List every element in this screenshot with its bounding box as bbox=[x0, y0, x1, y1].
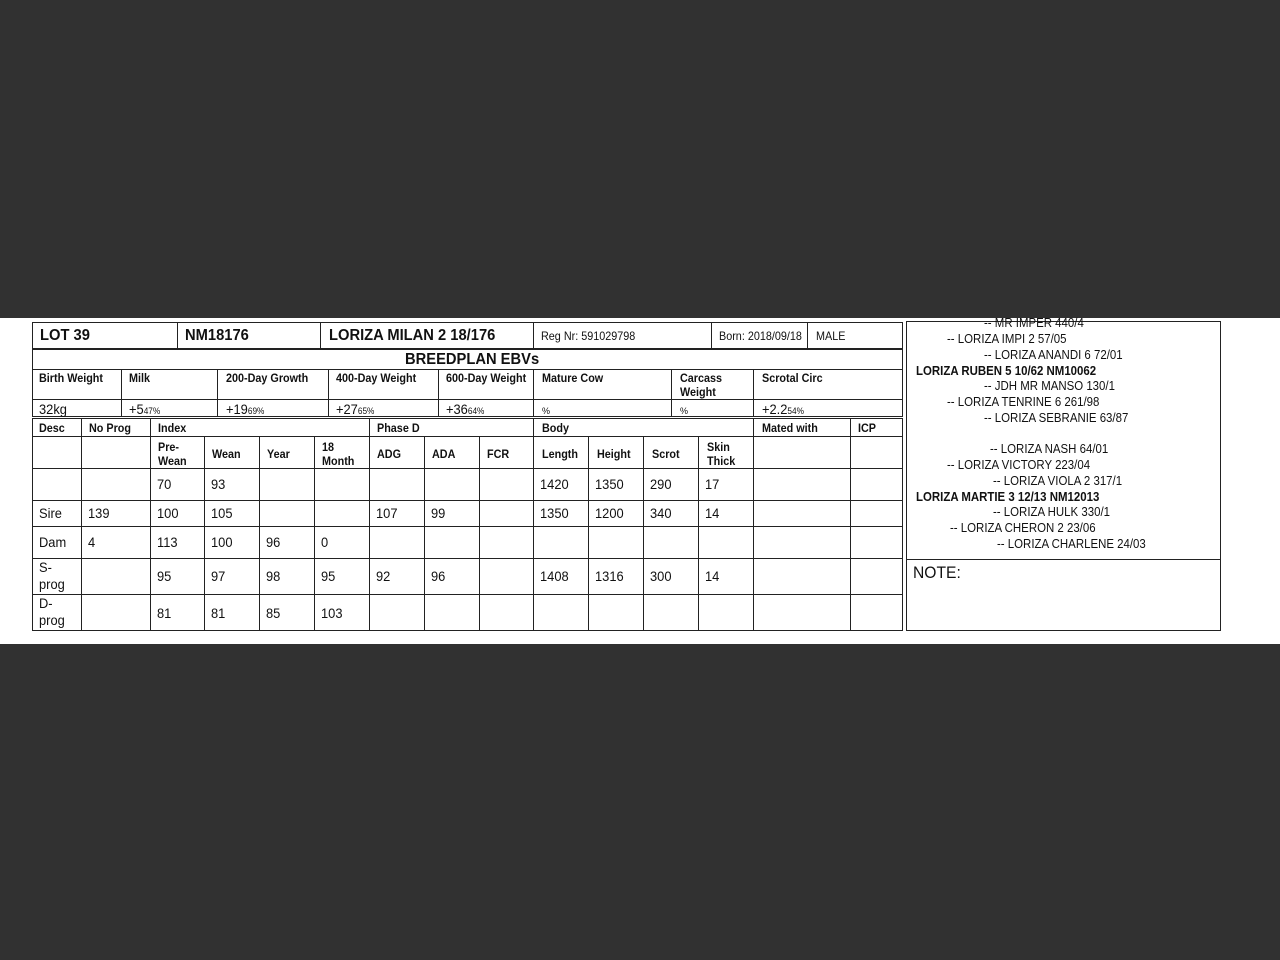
table-cell: 290 bbox=[650, 476, 672, 492]
value-600-day-weight: +3664% bbox=[446, 401, 485, 417]
table-cell: 4 bbox=[88, 534, 96, 550]
label-milk: Milk bbox=[129, 371, 151, 385]
pedigree-ancestor: -- LORIZA VICTORY 223/04 bbox=[947, 457, 1091, 472]
table-cell: 93 bbox=[211, 476, 226, 492]
table-cell: 100 bbox=[211, 534, 233, 550]
table-cell: 96 bbox=[266, 534, 281, 550]
lot-number: LOT 39 bbox=[40, 327, 90, 344]
table-cell: 1350 bbox=[540, 505, 569, 521]
table-cell: 17 bbox=[705, 476, 720, 492]
table-cell: 92 bbox=[376, 568, 391, 584]
col-phase-d: Phase D bbox=[377, 421, 420, 435]
table-cell: 95 bbox=[157, 568, 172, 584]
sub-skin-thick-2: Thick bbox=[707, 454, 736, 468]
col-icp: ICP bbox=[858, 421, 877, 435]
table-cell: 99 bbox=[431, 505, 446, 521]
table-cell: 97 bbox=[211, 568, 226, 584]
value-scrotal-circ: +2.254% bbox=[762, 401, 805, 417]
row-label: D- prog bbox=[39, 595, 65, 628]
pedigree-ancestor: -- LORIZA SEBRANIE 63/87 bbox=[984, 410, 1129, 425]
accuracy-200-day: 69% bbox=[247, 406, 265, 416]
table-cell: 103 bbox=[321, 605, 343, 621]
table-cell: 95 bbox=[321, 568, 336, 584]
table-cell: 340 bbox=[650, 505, 672, 521]
table-cell: 81 bbox=[211, 605, 226, 621]
table-cell: 1200 bbox=[595, 505, 624, 521]
pedigree-dam: LORIZA MARTIE 3 12/13 NM12013 bbox=[916, 489, 1100, 504]
pedigree-ancestor: -- LORIZA IMPI 2 57/05 bbox=[947, 331, 1067, 346]
row-label: Sire bbox=[39, 505, 62, 521]
sub-18-month-1: 18 bbox=[322, 440, 335, 454]
sub-adg: ADG bbox=[377, 447, 402, 461]
pedigree-ancestor: -- LORIZA CHARLENE 24/03 bbox=[997, 536, 1146, 551]
label-600-day-weight: 600-Day Weight bbox=[446, 371, 527, 385]
label-scrotal-circ: Scrotal Circ bbox=[762, 371, 823, 385]
sub-fcr: FCR bbox=[487, 447, 510, 461]
value-milk: +547% bbox=[129, 401, 161, 417]
col-mated-with: Mated with bbox=[762, 421, 818, 435]
pedigree-ancestor: -- LORIZA TENRINE 6 261/98 bbox=[947, 394, 1100, 409]
label-birth-weight: Birth Weight bbox=[39, 371, 103, 385]
pedigree-ancestor: -- LORIZA NASH 64/01 bbox=[990, 441, 1109, 456]
label-400-day-weight: 400-Day Weight bbox=[336, 371, 417, 385]
sub-18-month-2: Month bbox=[322, 454, 355, 468]
sex: MALE bbox=[816, 329, 846, 343]
table-cell: 70 bbox=[157, 476, 172, 492]
pedigree-sire: LORIZA RUBEN 5 10/62 NM10062 bbox=[916, 363, 1097, 378]
sub-skin-thick-1: Skin bbox=[707, 440, 730, 454]
table-cell: 0 bbox=[321, 534, 329, 550]
value-birth-weight: 32kg bbox=[39, 401, 67, 417]
table-cell: 81 bbox=[157, 605, 172, 621]
col-desc: Desc bbox=[39, 421, 65, 435]
table-cell: 105 bbox=[211, 505, 233, 521]
table-cell: 300 bbox=[650, 568, 672, 584]
table-cell: 100 bbox=[157, 505, 179, 521]
accuracy-milk: 47% bbox=[143, 406, 161, 416]
pedigree-ancestor: -- LORIZA ANANDI 6 72/01 bbox=[984, 347, 1123, 362]
pedigree-ancestor: -- LORIZA CHERON 2 23/06 bbox=[950, 520, 1096, 535]
label-carcass-weight-1: Carcass bbox=[680, 371, 723, 385]
sub-length: Length bbox=[542, 447, 578, 461]
animal-id: NM18176 bbox=[185, 327, 249, 344]
lot-card bbox=[0, 315, 1280, 644]
table-cell: 1316 bbox=[595, 568, 624, 584]
sub-height: Height bbox=[597, 447, 631, 461]
pedigree-ancestor: -- MR IMPER 440/4 bbox=[984, 315, 1084, 330]
value-400-day-weight: +2765% bbox=[336, 401, 375, 417]
animal-name: LORIZA MILAN 2 18/176 bbox=[329, 327, 496, 344]
row-label: S- prog bbox=[39, 559, 65, 592]
table-cell: 98 bbox=[266, 568, 281, 584]
table-cell: 107 bbox=[376, 505, 398, 521]
pedigree-ancestor: -- LORIZA HULK 330/1 bbox=[993, 504, 1110, 519]
table-cell: 96 bbox=[431, 568, 446, 584]
sub-ada: ADA bbox=[432, 447, 456, 461]
sub-pre-wean-2: Wean bbox=[158, 454, 187, 468]
accuracy-600-day: 64% bbox=[467, 406, 485, 416]
pedigree-ancestor: -- LORIZA VIOLA 2 317/1 bbox=[993, 473, 1123, 488]
label-carcass-weight-2: Weight bbox=[680, 385, 716, 399]
accuracy-400-day: 65% bbox=[357, 406, 375, 416]
table-cell: 85 bbox=[266, 605, 281, 621]
table-cell: 113 bbox=[157, 534, 178, 550]
table-cell: 1408 bbox=[540, 568, 569, 584]
col-index: Index bbox=[158, 421, 187, 435]
sub-pre-wean-1: Pre- bbox=[158, 440, 180, 454]
value-mature-cow: % bbox=[542, 406, 551, 416]
table-cell: 1350 bbox=[595, 476, 624, 492]
value-carcass-weight: % bbox=[680, 406, 689, 416]
col-no-prog: No Prog bbox=[89, 421, 132, 435]
ebv-title: BREEDPLAN EBVs bbox=[405, 351, 540, 368]
table-cell: 14 bbox=[705, 568, 720, 584]
birth-date: Born: 2018/09/18 bbox=[719, 329, 802, 343]
label-200-day-growth: 200-Day Growth bbox=[226, 371, 309, 385]
accuracy-scrotal: 54% bbox=[787, 406, 805, 416]
col-body: Body bbox=[542, 421, 569, 435]
sub-scrot: Scrot bbox=[652, 447, 680, 461]
table-cell: 14 bbox=[705, 505, 720, 521]
registration-number: Reg Nr: 591029798 bbox=[541, 329, 636, 343]
label-mature-cow: Mature Cow bbox=[542, 371, 604, 385]
pedigree-ancestor: -- JDH MR MANSO 130/1 bbox=[984, 378, 1115, 393]
sub-year: Year bbox=[267, 447, 290, 461]
table-cell: 139 bbox=[88, 505, 110, 521]
value-200-day-growth: +1969% bbox=[226, 401, 265, 417]
row-label: Dam bbox=[39, 534, 67, 550]
sub-wean: Wean bbox=[212, 447, 241, 461]
table-cell: 1420 bbox=[540, 476, 569, 492]
note-label: NOTE: bbox=[913, 563, 961, 582]
